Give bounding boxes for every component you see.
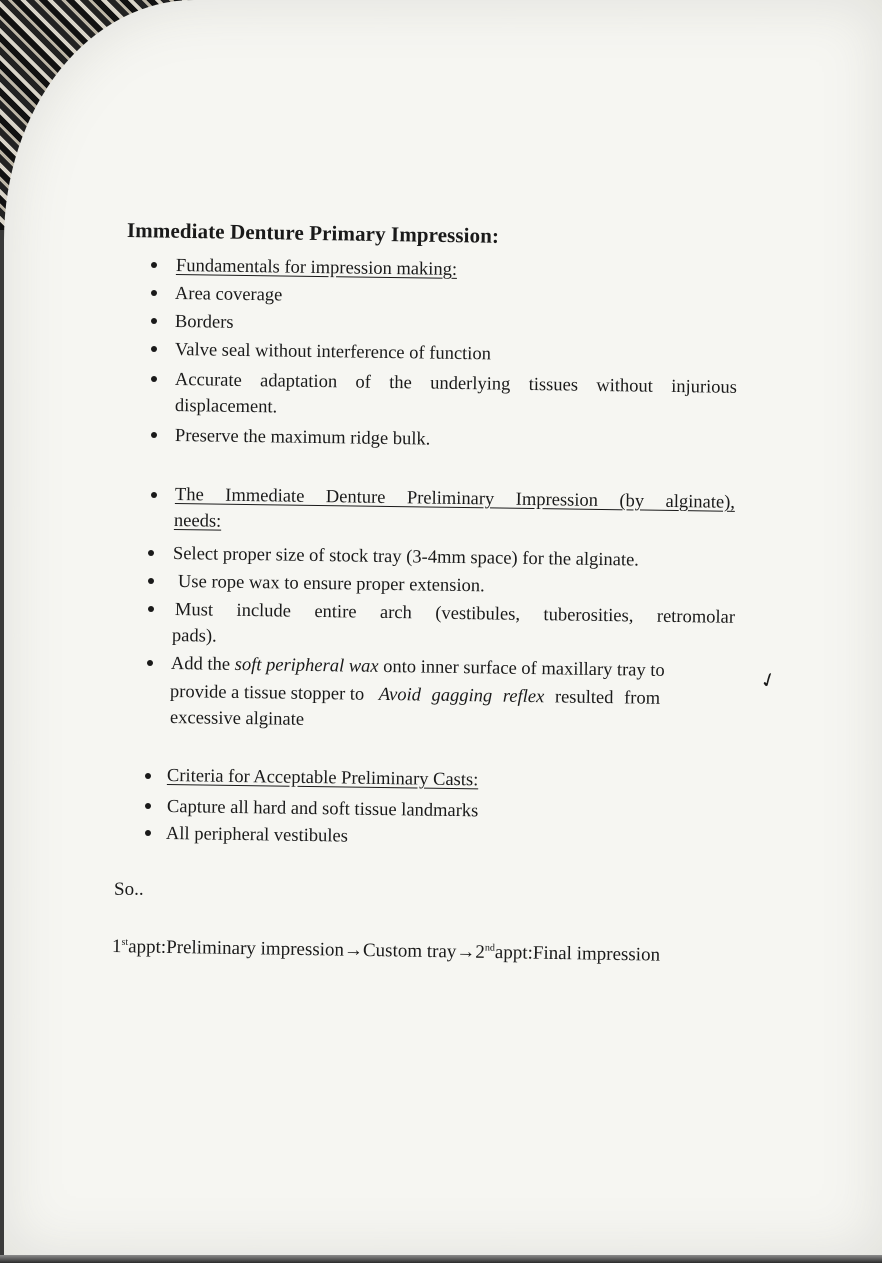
- bullet-icon: [147, 660, 153, 666]
- text-segment: resulted from: [544, 687, 661, 709]
- list-item-continuation: excessive alginate: [169, 708, 305, 730]
- list-item-continuation: displacement.: [174, 396, 278, 418]
- list-item: Must include entire arch (vestibules, tuberosities, retromolar: [174, 600, 736, 628]
- bullet-icon: [151, 290, 157, 296]
- bullet-icon: [145, 830, 151, 836]
- ordinal-suffix: nd: [484, 942, 496, 954]
- bullet-icon: [151, 376, 157, 382]
- list-item: Valve seal without interference of function: [174, 340, 492, 365]
- section1-heading: Fundamentals for impression making:: [175, 256, 458, 280]
- list-item: All peripheral vestibules: [165, 824, 348, 847]
- arrow-icon: →: [456, 941, 476, 963]
- flow-step: appt:Preliminary impression: [128, 936, 345, 961]
- ordinal-number: 1: [111, 936, 122, 958]
- workflow-line: [112, 936, 660, 967]
- bullet-icon: [151, 492, 157, 498]
- flow-step: Custom tray: [362, 939, 457, 963]
- section2-heading: The Immediate Denture Preliminary Impression (by alginate),: [174, 485, 736, 513]
- emphasis: soft peripheral wax: [234, 654, 379, 677]
- flow-step: appt:Final impression: [494, 942, 661, 966]
- bullet-icon: [148, 578, 154, 584]
- ordinal-suffix: st: [121, 936, 129, 948]
- bullet-icon: [151, 432, 157, 438]
- section3-heading: Criteria for Acceptable Preliminary Casts:: [166, 766, 479, 791]
- emphasis: Avoid gagging reflex: [378, 684, 545, 708]
- bullet-icon: [148, 550, 154, 556]
- page-title: Immediate Denture Primary Impression:: [126, 218, 500, 248]
- bullet-icon: [148, 606, 154, 612]
- list-item: Preserve the maximum ridge bulk.: [174, 426, 431, 450]
- bullet-icon: [145, 773, 151, 779]
- list-item: [171, 652, 665, 683]
- bullet-icon: [151, 346, 157, 352]
- text-segment: Add the: [170, 654, 235, 675]
- list-item: Capture all hard and soft tissue landmarks: [166, 797, 479, 822]
- list-item: Borders: [174, 312, 234, 333]
- bullet-icon: [151, 318, 157, 324]
- list-item: Accurate adaptation of the underlying tissues without injurious: [174, 370, 738, 398]
- list-item-continuation: pads).: [171, 626, 217, 647]
- text-segment: onto inner surface of maxillary tray to: [378, 656, 665, 681]
- arrow-icon: →: [343, 939, 364, 961]
- text-segment: provide a tissue stopper to: [169, 682, 369, 705]
- ordinal-number: 2: [475, 941, 486, 963]
- list-item: Select proper size of stock tray (3-4mm space) for the alginate.: [172, 544, 640, 571]
- list-item: Use rope wax to ensure proper extension.: [177, 572, 485, 597]
- bullet-icon: [145, 803, 151, 809]
- bullet-icon: [151, 262, 157, 268]
- list-item: Area coverage: [174, 284, 283, 306]
- check-mark-icon: ✓: [756, 667, 781, 695]
- so-text: So..: [114, 879, 144, 900]
- section2-heading-continuation: needs:: [173, 511, 222, 532]
